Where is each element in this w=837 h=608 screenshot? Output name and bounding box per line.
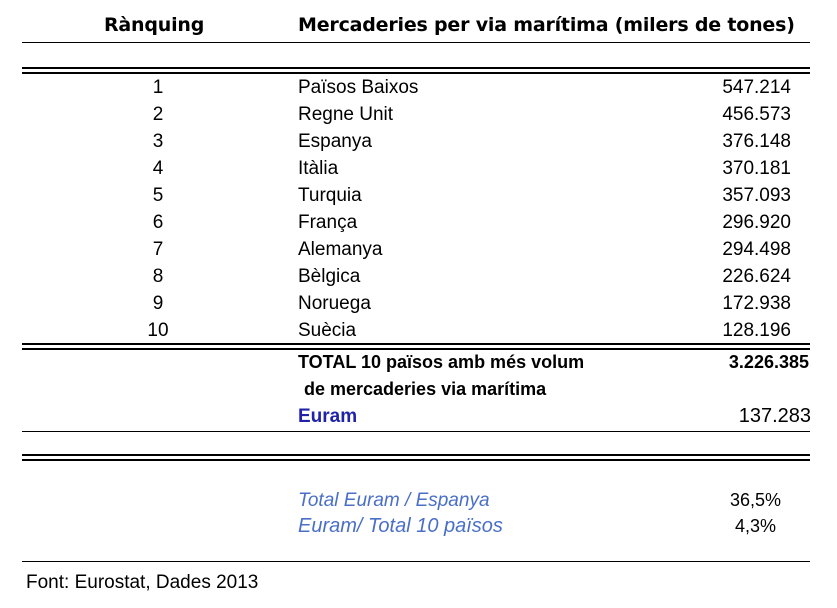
country-cell: Turquia [298,185,362,206]
rank-cell: 10 [147,320,169,341]
value-cell: 294.498 [722,239,791,260]
rank-cell: 6 [152,212,164,233]
country-cell: Regne Unit [298,104,394,125]
value-cell: 376.148 [722,131,791,152]
total-label-line1: TOTAL 10 països amb més volum [298,352,585,372]
ratio-label-spain: Total Euram / Espanya [298,490,490,511]
rank-cell: 1 [152,77,164,98]
country-cell: Països Baixos [298,77,419,98]
value-cell: 226.624 [722,266,791,287]
title-column-header: Mercaderies per via marítima (milers de tones) [298,14,795,36]
rank-cell: 5 [152,185,164,206]
country-cell: Bèlgica [298,266,361,287]
value-cell: 370.181 [722,158,791,179]
rule-after-euram [22,431,810,432]
country-cell: França [298,212,358,233]
euram-label: Euram [298,406,358,427]
bottom-rule [22,561,810,562]
value-cell: 172.938 [722,293,791,314]
rank-cell: 4 [152,158,164,179]
total-value: 3.226.385 [728,352,809,372]
double-rule-bottom-b [22,459,810,461]
ratio-label-top10: Euram/ Total 10 països [298,515,503,537]
ratio-value-spain: 36,5% [729,490,781,510]
euram-value: 137.283 [738,405,811,427]
value-cell: 456.573 [722,104,791,125]
total-label-line2: de mercaderies via marítima [304,379,547,399]
value-cell: 296.920 [722,212,791,233]
value-cell: 357.093 [722,185,791,206]
rank-cell: 9 [152,293,164,314]
rank-cell: 8 [152,266,164,287]
country-cell: Espanya [298,131,372,152]
double-rule-mid-b [22,348,810,350]
rank-cell: 7 [152,239,164,260]
rank-cell: 3 [152,131,164,152]
source-note: Font: Eurostat, Dades 2013 [26,572,259,593]
value-cell: 128.196 [722,320,791,341]
header-underline [22,42,810,43]
double-rule-top-b [22,72,810,74]
rank-cell: 2 [152,104,164,125]
country-cell: Noruega [298,293,371,314]
value-cell: 547.214 [722,77,791,98]
double-rule-top-a [22,67,810,69]
country-cell: Alemanya [298,239,383,260]
country-cell: Itàlia [298,158,339,179]
country-cell: Suècia [298,320,357,341]
ratio-value-top10: 4,3% [734,516,776,536]
double-rule-mid-a [22,343,810,345]
rank-column-header: Rànquing [104,14,205,36]
double-rule-bottom-a [22,454,810,456]
